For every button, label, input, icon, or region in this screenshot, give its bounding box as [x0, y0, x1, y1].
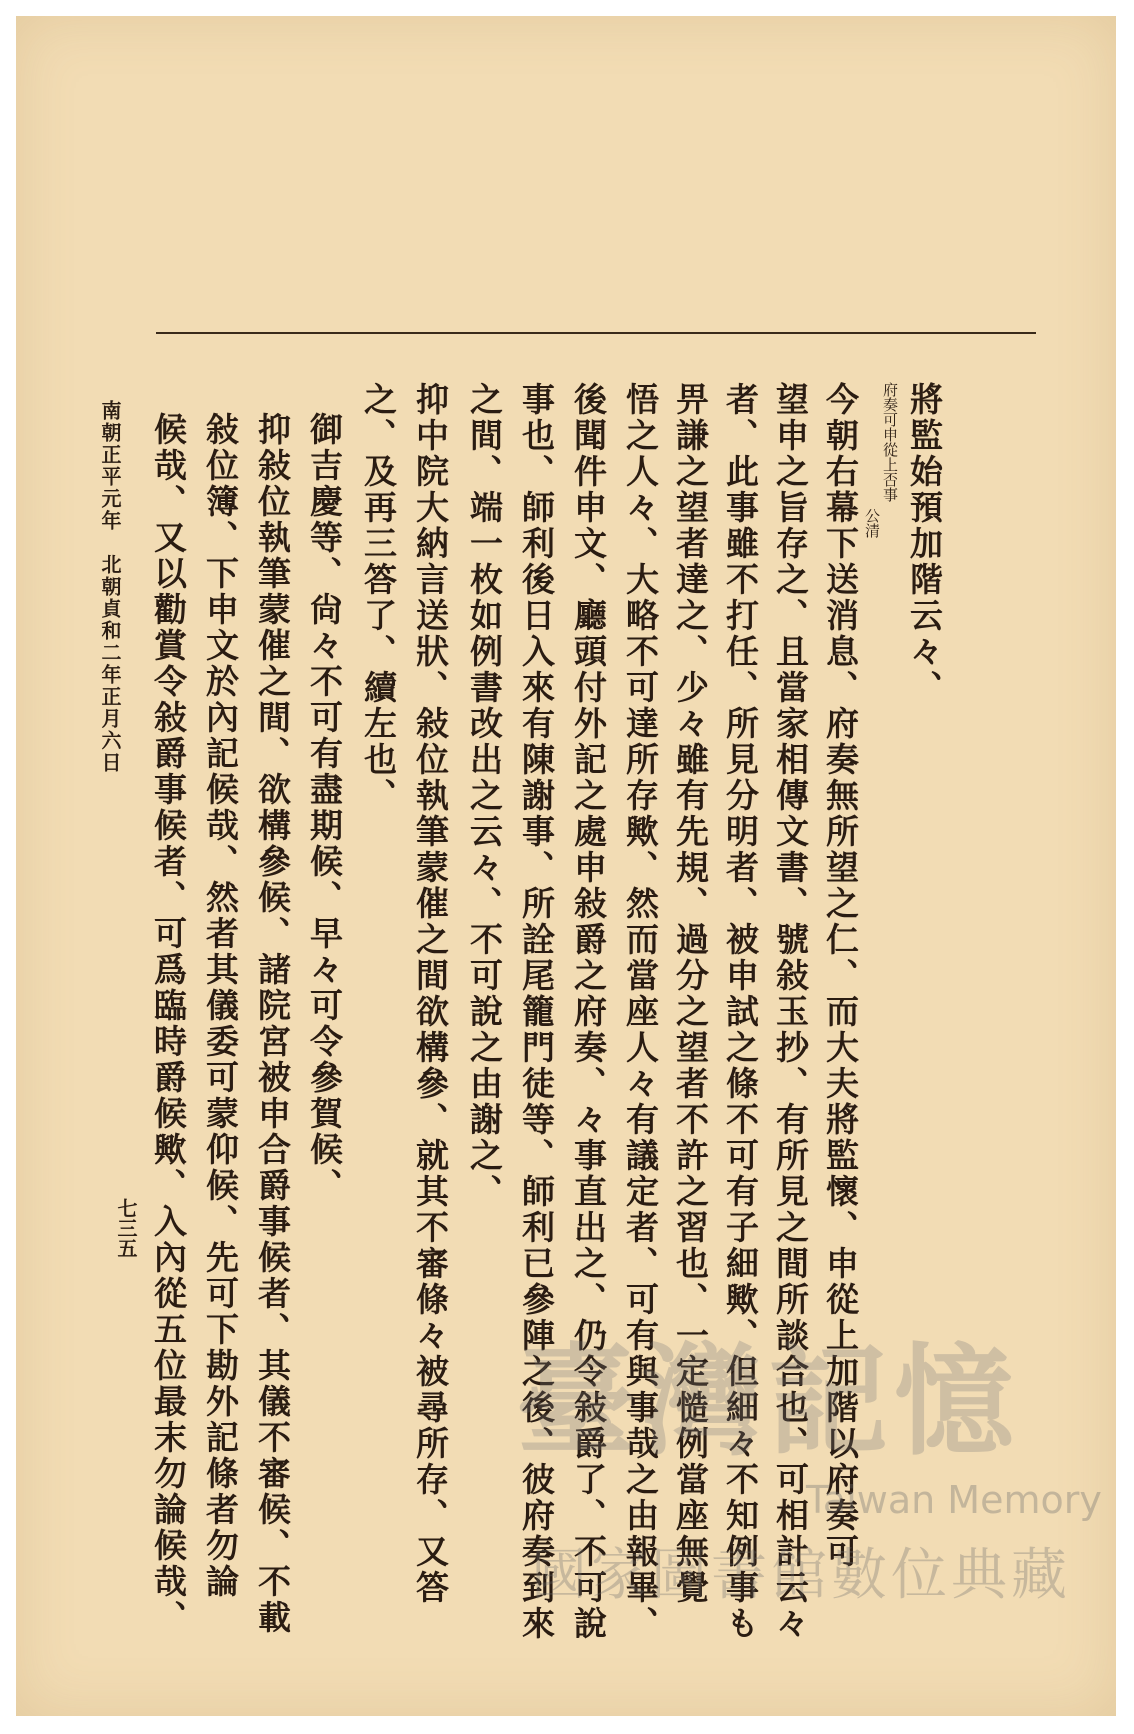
text-column-7: 後聞件申文、廳頭付外記之處申敍爵之府奏、々事直出之、仍令敍爵了、不可說: [569, 382, 608, 1642]
text-column-4: 者、此事雖不打任、所見分明者、被申試之條不可有子細歟、但細々不知例事も: [721, 382, 760, 1642]
text-column-11: 之、及再三答了、續左也、: [359, 382, 398, 814]
page-number: 七三五: [114, 1198, 138, 1258]
text-column-13: 抑敍位執筆蒙催之間、欲構參候、諸院宮被申合爵事候者、其儀不審候、不載: [253, 412, 292, 1636]
text-column-3: 望申之旨存之、且當家相傳文書、號敍玉抄、有所見之間所談合也、可相計云々: [771, 382, 810, 1642]
text-column-1: 將監始預加階云々、: [905, 382, 944, 706]
text-column-5: 畀謙之望者達之、少々雖有先規、過分之望者不許之習也、一定慥例當座無覺: [671, 382, 710, 1606]
date-footer: 南朝正平元年 北朝貞和二年正月六日: [98, 400, 122, 774]
text-column-10: 抑中院大納言送狀、敍位執筆蒙催之間欲構參、就其不審條々被尋所存、又答: [411, 382, 450, 1606]
text-column-12: 御吉慶等、尙々不可有盡期候、早々可令參賀候、: [305, 412, 344, 1204]
watermark-logo: 臺灣記憶: [516, 1331, 1020, 1472]
text-column-9: 之間、端一枚如例書改出之云々、不可說之由謝之、: [465, 382, 504, 1210]
text-column-15: 候哉、又以勸賞令敍爵事候者、可爲臨時爵候歟、入內從五位最末勿論候哉、: [149, 412, 188, 1636]
text-column-2: 今朝右幕下送消息、府奏無所望之仁、而大夫將監懷、申從上加階以府奏可: [821, 382, 860, 1570]
text-column-14: 敍位簿、下申文於內記候哉、然者其儀委可蒙仰候、先可下勘外記條者勿論: [201, 412, 240, 1600]
annotation-note-right: 府奏可申從上否事: [881, 382, 899, 502]
watermark-chinese: 國家圖書館數位典藏: [531, 1543, 1071, 1608]
header-rule: [156, 332, 1036, 334]
text-column-6: 悟之人々、大略不可達所存歟、然而當座人々有議定者、可有與事哉之由報畢、: [621, 382, 660, 1642]
document-page: [16, 16, 1116, 1716]
watermark-english: Taiwan Memory: [806, 1478, 1102, 1522]
annotation-note-left: 公清: [863, 508, 881, 538]
text-column-8: 事也、師利後日入來有陳謝事、所詮尾籠門徒等、師利已參陣之後、彼府奏到來: [517, 382, 556, 1642]
annotation-note: [863, 382, 899, 538]
